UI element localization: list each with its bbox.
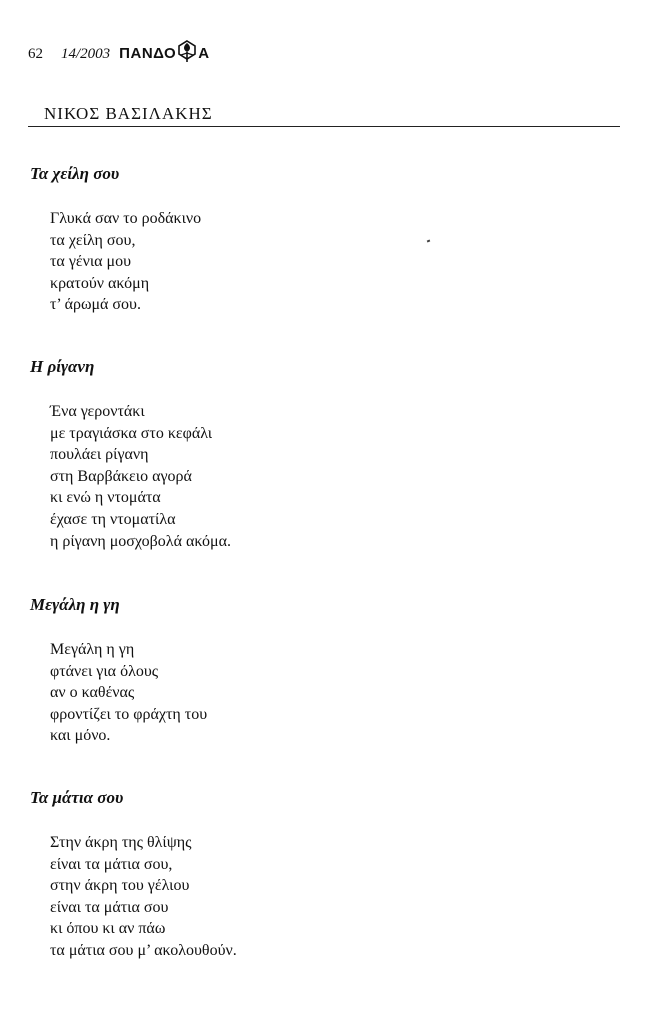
poem-line: είναι τα μάτια σου, <box>50 855 173 873</box>
header-rule <box>28 126 620 127</box>
poem-4 <box>30 788 237 962</box>
scan-speck <box>427 240 431 243</box>
poem-line: στη Βαρβάκειο αγορά <box>50 467 192 485</box>
poem-1 <box>30 164 201 316</box>
brand-text-start: ΠΑΝΔΟ <box>119 45 177 62</box>
poem-line: η ρίγανη μοσχοβολά ακόμα. <box>50 532 231 550</box>
poem-line: τα μάτια σου μ’ ακολουθούν. <box>50 941 237 959</box>
poem-2 <box>30 357 231 552</box>
poem-line: Ένα γεροντάκι <box>50 403 145 420</box>
poem-stanza <box>50 832 237 962</box>
poem-line: Στην άκρη της θλίψης <box>50 834 192 851</box>
poem-title: Τα χείλη σου <box>30 164 120 183</box>
poem-line: φροντίζει το φράχτη του <box>50 705 208 723</box>
poem-line: κρατούν ακόμη <box>50 274 150 292</box>
poem-line: είναι τα μάτια σου <box>50 898 169 916</box>
poem-line: κι ενώ η ντομάτα <box>50 489 161 507</box>
poem-line: κι όπου κι αν πάω <box>50 920 166 938</box>
poem-line: με τραγιάσκα στο κεφάλι <box>50 424 213 442</box>
poem-line: τ’ άρωμά σου. <box>50 296 141 314</box>
poem-line: φτάνει για όλους <box>50 662 159 680</box>
poem-line: έχασε τη ντοματίλα <box>50 510 176 528</box>
poem-line: Γλυκά σαν το ροδάκινο <box>50 210 202 227</box>
poem-stanza <box>50 401 231 552</box>
poem-stanza <box>50 639 207 747</box>
poem-3 <box>30 595 207 747</box>
poem-line: τα χείλη σου, <box>50 231 136 249</box>
poem-title: Μεγάλη η γη <box>30 595 120 614</box>
author-name: ΝΙΚΟΣ ΒΑΣΙΛΑΚΗΣ <box>44 104 213 123</box>
poem-line: πουλάει ρίγανη <box>50 446 149 464</box>
poem-stanza <box>50 208 201 316</box>
poem-line: αν ο καθένας <box>50 684 135 702</box>
page-header <box>28 36 210 60</box>
book-tree-logo-icon <box>177 40 197 62</box>
poem-title: Τα μάτια σου <box>30 788 124 807</box>
issue-number: 14/2003 <box>61 46 111 62</box>
poem-line: στην άκρη του γέλιου <box>50 877 190 895</box>
page-number: 62 <box>28 46 43 62</box>
brand-text-end: Α <box>198 45 210 62</box>
poem-line: τα γένια μου <box>50 253 132 271</box>
poem-line: Μεγάλη η γη <box>50 641 135 658</box>
magazine-brand <box>119 36 209 62</box>
poem-line: και μόνο. <box>50 727 111 745</box>
poem-title: Η ρίγανη <box>30 357 95 376</box>
